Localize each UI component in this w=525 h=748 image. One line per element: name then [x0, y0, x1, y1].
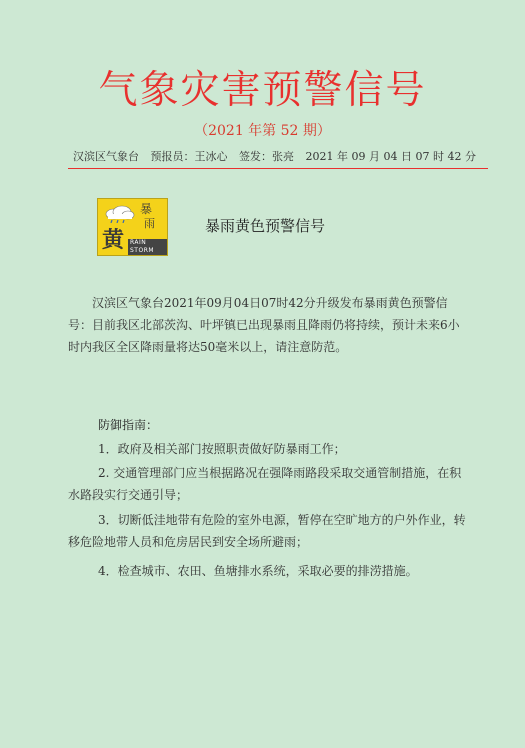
rain-cloud-icon	[104, 205, 136, 223]
issue-number: （2021 年第 52 期）	[194, 123, 331, 139]
warning-paragraph: 汉滨区气象台2021年09月04日07时42分升级发布暴雨黄色预警信号：目前我区北部茨沟、叶坪镇已出现暴雨且降雨仍将持续，预计未来6小时内我区全区降雨量将达50毫米以上，请注意防范。	[68, 296, 460, 354]
guide-item: 2. 交通管理部门应当根据路况在强降雨路段采取交通管制措施，在积水路段实行交通引导；	[68, 466, 462, 502]
document-title: 气象灾害预警信号	[98, 68, 427, 113]
guide-item: 1．政府及相关部门按照职责做好防暴雨工作；	[98, 442, 346, 456]
guide-heading: 防御指南：	[98, 418, 159, 432]
issue-meta	[73, 150, 493, 164]
issue-datetime: 2021 年 09 月 04 日 07 时 42 分	[305, 150, 476, 163]
signal-title: 暴雨黄色预警信号	[205, 217, 326, 235]
signer: 签发：张亮	[239, 150, 294, 163]
reporter: 预报员：王冰心	[150, 150, 228, 163]
header-divider	[68, 168, 488, 169]
badge-english-label: RAIN STORM	[128, 239, 167, 255]
issuer: 汉滨区气象台	[73, 150, 139, 163]
badge-char-top: 暴	[140, 202, 153, 216]
guide-item: 4．检查城市、农田、鱼塘排水系统，采取必要的排涝措施。	[98, 564, 418, 578]
warning-badge	[97, 198, 168, 256]
badge-char-bottom: 雨	[144, 217, 155, 230]
badge-level-char: 黄	[102, 228, 125, 253]
guide-item: 3．切断低洼地带有危险的室外电源，暂停在空旷地方的户外作业，转移危险地带人员和危房居民到安全场所避雨；	[68, 513, 466, 549]
